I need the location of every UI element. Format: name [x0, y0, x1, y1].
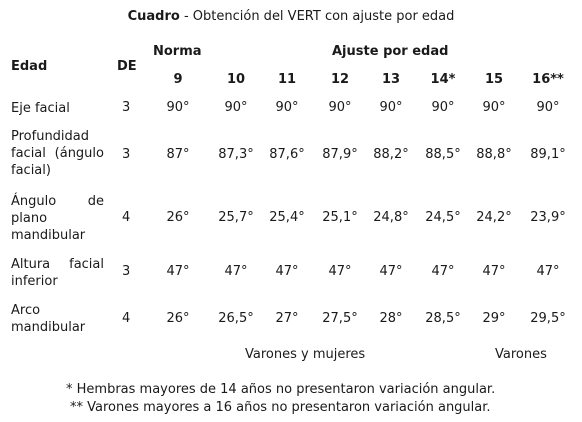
row-label-5	[11, 302, 104, 336]
row-de-5: 4	[122, 311, 131, 326]
table-cell: 90°	[328, 100, 352, 115]
table-cell: 28,5°	[425, 311, 461, 326]
header-ajuste: Ajuste por edad	[332, 44, 449, 59]
table-cell: 25,7°	[218, 210, 254, 225]
row-label-4	[11, 256, 104, 290]
row-label-line: Arco	[11, 303, 41, 318]
table-cell: 26°	[166, 210, 190, 225]
header-age-2: 10	[226, 72, 246, 87]
table-title-label: Cuadro	[127, 9, 180, 24]
table-cell: 26,5°	[218, 311, 254, 326]
table-cell: 88,5°	[425, 147, 461, 162]
footnote-1: * Hembras mayores de 14 años no presentaron variación angular.	[66, 382, 496, 397]
row-label-line: Ángulo de	[11, 194, 104, 209]
table-cell: 90°	[379, 100, 403, 115]
row-label-line: facial)	[11, 163, 51, 178]
row-label-line: Altura facial	[11, 257, 104, 272]
table-cell: 24,2°	[476, 210, 512, 225]
table-cell: 87,6°	[269, 147, 305, 162]
header-age-1: 9	[173, 72, 183, 87]
table-cell: 25,4°	[269, 210, 305, 225]
table-cell: 90°	[224, 100, 248, 115]
table-cell: 25,1°	[322, 210, 358, 225]
row-label-2	[11, 128, 104, 179]
table-cell: 47°	[224, 264, 248, 279]
table-cell: 29,5°	[530, 311, 566, 326]
row-de-1: 3	[122, 100, 131, 115]
table-cell: 23,9°	[530, 210, 566, 225]
row-label-line: plano	[11, 211, 48, 226]
row-label-line: Profundidad	[11, 129, 90, 144]
table-cell: 47°	[379, 264, 403, 279]
row-label-line: inferior	[11, 274, 58, 289]
table-cell: 24,8°	[373, 210, 409, 225]
table-cell: 88,2°	[373, 147, 409, 162]
table-cell: 90°	[275, 100, 299, 115]
group-label-male: Varones	[495, 347, 547, 362]
table-cell: 26°	[166, 311, 190, 326]
table-cell: 47°	[275, 264, 299, 279]
table-cell: 90°	[482, 100, 506, 115]
header-age-6: 14*	[430, 72, 456, 87]
table-cell: 88,8°	[476, 147, 512, 162]
header-age-7: 15	[484, 72, 504, 87]
table-cell: 87,9°	[322, 147, 358, 162]
row-label-line: facial (ángulo	[11, 146, 104, 161]
table-cell: 24,5°	[425, 210, 461, 225]
row-de-2: 3	[122, 147, 131, 162]
table-cell: 47°	[431, 264, 455, 279]
header-norma: Norma	[153, 44, 202, 59]
table-cell: 89,1°	[530, 147, 566, 162]
row-label-line: mandibular	[11, 228, 86, 243]
row-de-4: 3	[122, 264, 131, 279]
table-cell: 28°	[379, 311, 403, 326]
group-label-mixed: Varones y mujeres	[245, 347, 366, 362]
table-cell: 87°	[166, 147, 190, 162]
row-label-line: Eje facial	[11, 101, 70, 116]
header-de: DE	[117, 59, 137, 74]
table-cell: 47°	[328, 264, 352, 279]
table-cell: 27,5°	[322, 311, 358, 326]
table-cell: 90°	[166, 100, 190, 115]
table-cell: 47°	[536, 264, 560, 279]
row-label-1	[11, 100, 104, 117]
table-cell: 29°	[482, 311, 506, 326]
table-cell: 87,3°	[218, 147, 254, 162]
table-cell: 27°	[275, 311, 299, 326]
table-cell: 47°	[482, 264, 506, 279]
table-cell: 47°	[166, 264, 190, 279]
table-title-text: - Obtención del VERT con ajuste por edad	[179, 9, 455, 24]
table-cell: 90°	[431, 100, 455, 115]
row-label-3	[11, 193, 104, 244]
header-edad: Edad	[11, 59, 48, 74]
table-title	[0, 9, 582, 24]
header-age-4: 12	[330, 72, 350, 87]
header-age-5: 13	[381, 72, 401, 87]
header-age-3: 11	[277, 72, 297, 87]
table-cell: 90°	[536, 100, 560, 115]
header-age-8: 16**	[532, 72, 564, 87]
row-label-line: mandibular	[11, 320, 86, 335]
footnote-2: ** Varones mayores a 16 años no presentaron variación angular.	[70, 400, 491, 415]
row-de-3: 4	[122, 210, 131, 225]
